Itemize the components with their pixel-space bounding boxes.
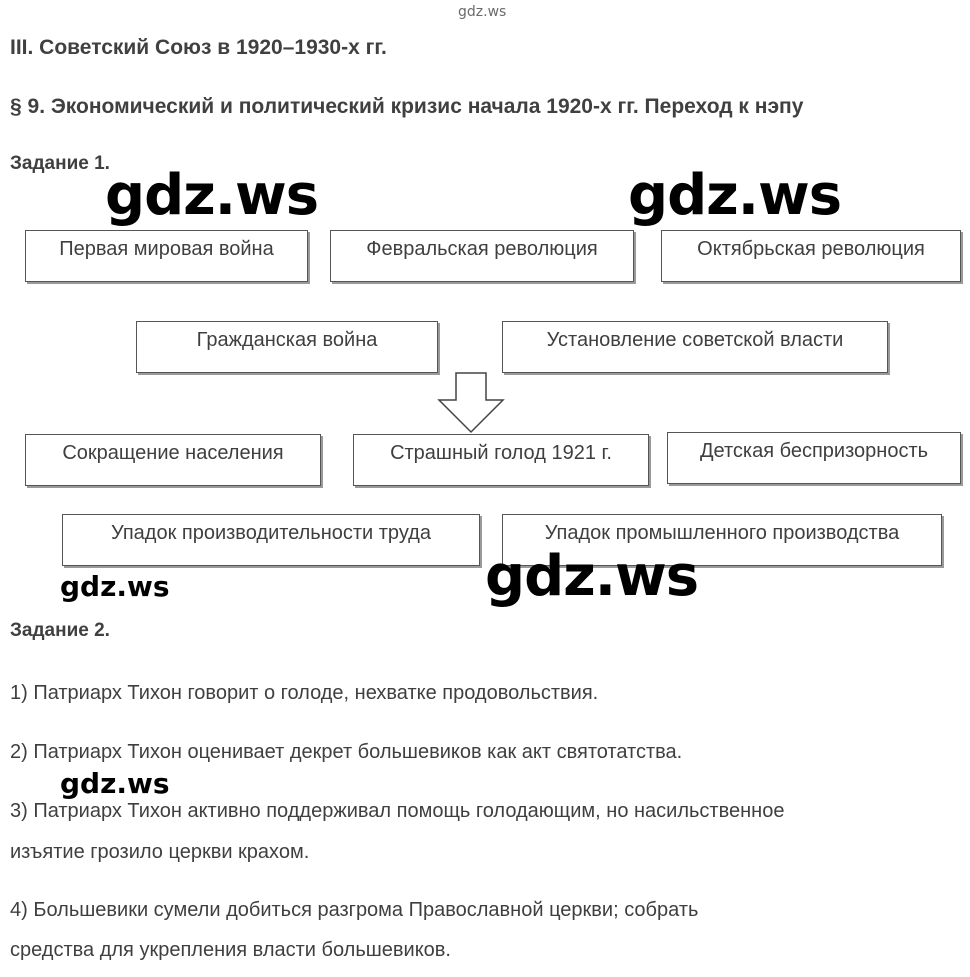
section-title: § 9. Экономический и политический кризис начала 1920-х гг. Переход к нэпу — [10, 95, 804, 118]
consequence-box — [667, 432, 961, 484]
cause-label: Февральская революция — [366, 238, 598, 260]
chapter-title: III. Советский Союз в 1920–1930-х гг. — [10, 36, 387, 59]
answer-line: 2) Патриарх Тихон оценивает декрет большевиков как акт святотатства. — [10, 741, 683, 763]
cause-label: Октябрьская революция — [697, 238, 925, 260]
task1-label: Задание 1. — [10, 153, 110, 174]
cause-label: Установление советской власти — [546, 329, 844, 351]
consequence-label: Детская беспризорность — [699, 440, 929, 462]
cause-box — [330, 230, 634, 282]
answer-line: изъятие грозило церкви крахом. — [10, 841, 310, 863]
answer-line: 1) Патриарх Тихон говорит о голоде, нехватке продовольствия. — [10, 682, 599, 704]
down-arrow-icon — [436, 372, 506, 434]
consequence-box — [25, 434, 321, 486]
watermark: gdz.ws — [628, 163, 842, 228]
task2-label: Задание 2. — [10, 620, 110, 641]
watermark: gdz.ws — [60, 767, 170, 800]
watermark: gdz.ws — [60, 570, 170, 603]
consequence-label: Сокращение населения — [62, 442, 284, 464]
cause-box — [25, 230, 308, 282]
consequence-label: Страшный голод 1921 г. — [390, 442, 612, 464]
answer-line: 3) Патриарх Тихон активно поддерживал помощь голодающим, но насильственное — [10, 800, 785, 822]
cause-box — [502, 321, 888, 373]
cause-box — [661, 230, 961, 282]
consequence-label: Упадок промышленного производства — [544, 522, 900, 544]
cause-label: Гражданская война — [196, 329, 378, 351]
consequence-box — [62, 514, 480, 566]
answer-line: 4) Большевики сумели добиться разгрома Православной церкви; собрать — [10, 899, 699, 921]
consequence-label: Упадок производительности труда — [111, 522, 431, 544]
watermark: gdz.ws — [485, 544, 699, 609]
consequence-box — [353, 434, 649, 486]
watermark: gdz.ws — [105, 163, 319, 228]
cause-label: Первая мировая война — [59, 238, 274, 260]
cause-box — [136, 321, 438, 373]
watermark-top: gdz.ws — [458, 4, 507, 20]
answer-line: средства для укрепления власти большевиков. — [10, 939, 451, 961]
